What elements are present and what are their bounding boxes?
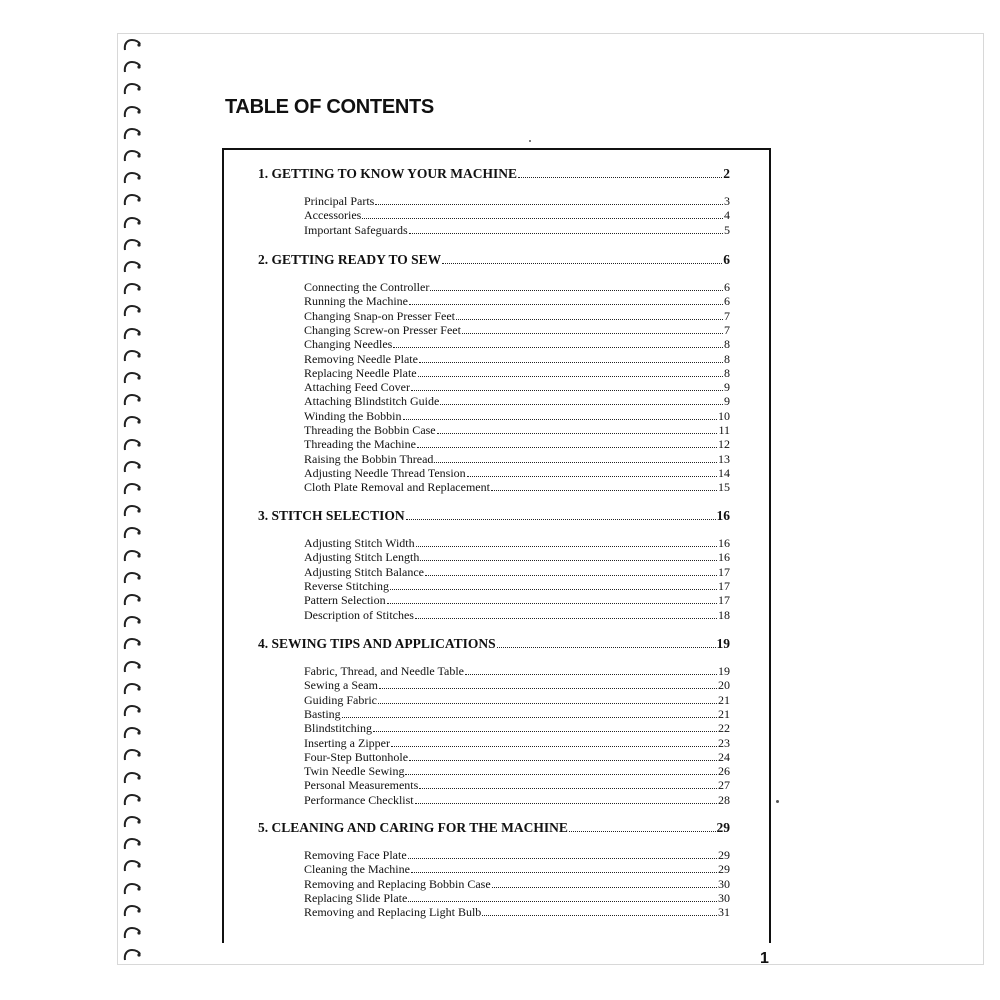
toc-entry [304, 536, 730, 551]
print-speck [776, 800, 779, 803]
binding-ring-icon [122, 526, 142, 540]
toc-entry [304, 891, 730, 906]
toc-entry [304, 208, 730, 223]
dot-leader [419, 354, 723, 362]
toc-entry-page: 24 [718, 749, 730, 764]
toc-entry-title: Replacing Slide Plate [304, 890, 408, 905]
toc-entry [304, 877, 730, 892]
toc-entry-title: Blindstitching [304, 721, 373, 736]
toc-entry-title: Removing Needle Plate [304, 351, 418, 366]
binding-ring-icon [122, 748, 142, 762]
toc-entry-title: Changing Snap-on Presser Feet [304, 308, 455, 323]
binding-ring-icon [122, 482, 142, 496]
spiral-binding [120, 30, 150, 970]
dot-leader [379, 681, 717, 689]
dot-leader [434, 454, 717, 462]
dot-leader [362, 211, 723, 219]
dot-leader [440, 397, 723, 405]
toc-entry [304, 223, 730, 238]
binding-ring-icon [122, 171, 142, 185]
dot-leader [403, 412, 717, 420]
dot-leader [497, 639, 716, 648]
toc-entry-title: Threading the Bobbin Case [304, 423, 436, 437]
toc-entry [304, 764, 730, 779]
dot-leader [415, 610, 717, 618]
dot-leader [417, 440, 717, 448]
toc-entry-title: Removing Face Plate [304, 848, 407, 862]
dot-leader [482, 908, 717, 916]
binding-ring-icon [122, 904, 142, 918]
dot-leader [387, 596, 717, 604]
toc-entry-page: 13 [718, 451, 730, 466]
toc-entry-page: 29 [718, 848, 730, 862]
toc-entry-page: 29 [718, 862, 730, 877]
toc-entry [304, 565, 730, 580]
binding-ring-icon [122, 859, 142, 873]
toc-entry [304, 380, 730, 395]
toc-entry [304, 678, 730, 693]
dot-leader [408, 851, 717, 859]
dot-leader [465, 667, 717, 675]
binding-ring-icon [122, 438, 142, 452]
toc-entry-title: Fabric, Thread, and Needle Table [304, 664, 464, 678]
binding-ring-icon [122, 793, 142, 807]
toc-entry-page: 8 [724, 365, 730, 380]
toc-entry [304, 280, 730, 295]
binding-ring-icon [122, 60, 142, 74]
toc-entry-page: 3 [724, 194, 730, 208]
binding-ring-icon [122, 549, 142, 563]
binding-ring-icon [122, 371, 142, 385]
dot-leader [375, 197, 723, 205]
toc-section [258, 252, 730, 268]
dot-leader [462, 326, 723, 334]
toc-entry-page: 26 [718, 764, 730, 779]
binding-ring-icon [122, 637, 142, 651]
toc-entry-title: Attaching Feed Cover [304, 380, 410, 395]
toc-section [258, 166, 730, 182]
binding-ring-icon [122, 460, 142, 474]
toc-section-title: 2. GETTING READY TO SEW [258, 252, 442, 267]
binding-ring-icon [122, 260, 142, 274]
toc-entry-page: 10 [718, 408, 730, 423]
toc-entry-title: Changing Screw-on Presser Feet [304, 322, 461, 337]
toc-entry-page: 23 [718, 735, 730, 750]
toc-entry-title: Winding the Bobbin [304, 408, 402, 423]
toc-entry-title: Accessories [304, 208, 362, 223]
toc-entry [304, 608, 730, 623]
toc-entry-page: 21 [718, 706, 730, 721]
toc-entry-title: Adjusting Stitch Length [304, 550, 420, 565]
toc-entry [304, 194, 730, 209]
toc-entry-page: 21 [718, 692, 730, 707]
toc-entry-title: Removing and Replacing Light Bulb [304, 905, 482, 920]
toc-entry-page: 15 [718, 480, 730, 495]
toc-entry [304, 409, 730, 424]
toc-entry-page: 28 [718, 792, 730, 807]
toc-entry-title: Connecting the Controller [304, 280, 430, 294]
toc-entry-title: Removing and Replacing Bobbin Case [304, 876, 491, 891]
toc-section-page: 16 [716, 508, 730, 523]
dot-leader [425, 567, 717, 575]
toc-entry [304, 394, 730, 409]
toc-entry [304, 294, 730, 309]
toc-entry-title: Adjusting Stitch Width [304, 536, 415, 550]
toc-entry-title: Changing Needles [304, 337, 393, 352]
toc-entry-title: Sewing a Seam [304, 678, 378, 693]
binding-ring-icon [122, 216, 142, 230]
toc-entry [304, 862, 730, 877]
binding-ring-icon [122, 593, 142, 607]
binding-ring-icon [122, 926, 142, 940]
binding-ring-icon [122, 238, 142, 252]
toc-entry [304, 466, 730, 481]
toc-section-page: 2 [723, 166, 730, 181]
toc-entry-page: 7 [724, 322, 730, 337]
toc-entry-title: Cloth Plate Removal and Replacement [304, 480, 490, 495]
toc-section-title: 4. SEWING TIPS AND APPLICATIONS [258, 636, 496, 651]
toc-entry [304, 579, 730, 594]
toc-entry-title: Adjusting Needle Thread Tension [304, 465, 466, 480]
toc-entry [304, 337, 730, 352]
binding-ring-icon [122, 38, 142, 52]
dot-leader [378, 695, 717, 703]
toc-entry-page: 16 [718, 550, 730, 565]
binding-ring-icon [122, 615, 142, 629]
toc-entry-title: Inserting a Zipper [304, 735, 390, 750]
toc-entry-page: 30 [718, 890, 730, 905]
binding-ring-icon [122, 415, 142, 429]
toc-entry [304, 778, 730, 793]
toc-entry-page: 19 [718, 664, 730, 678]
toc-entry [304, 693, 730, 708]
binding-ring-icon [122, 837, 142, 851]
toc-section-page: 19 [716, 636, 730, 651]
dot-leader [409, 297, 723, 305]
toc-entry-title: Adjusting Stitch Balance [304, 564, 424, 579]
toc-entry-page: 5 [724, 222, 730, 237]
toc-section-page: 6 [723, 252, 730, 267]
toc-section [258, 508, 730, 524]
dot-leader [419, 781, 717, 789]
dot-leader [373, 724, 717, 732]
toc-entry-page: 7 [724, 308, 730, 323]
dot-leader [408, 894, 717, 902]
toc-entry-title: Four-Step Buttonhole [304, 749, 409, 764]
toc-entry-page: 18 [718, 607, 730, 622]
toc-entry [304, 750, 730, 765]
binding-ring-icon [122, 504, 142, 518]
toc-entry-page: 9 [724, 380, 730, 395]
toc-entry [304, 707, 730, 722]
toc-entry-title: Threading the Machine [304, 437, 416, 452]
binding-ring-icon [122, 948, 142, 962]
dot-leader [456, 311, 723, 319]
binding-ring-icon [122, 282, 142, 296]
page-title: TABLE OF CONTENTS [225, 96, 434, 118]
dot-leader [430, 283, 723, 291]
toc-entry-page: 4 [724, 208, 730, 223]
toc-entry-page: 8 [724, 337, 730, 352]
dot-leader [569, 823, 716, 832]
toc-entry-title: Pattern Selection [304, 593, 386, 608]
binding-ring-icon [122, 149, 142, 163]
toc-entry-title: Replacing Needle Plate [304, 365, 417, 380]
toc-entry-title: Performance Checklist [304, 792, 414, 807]
toc-entry [304, 721, 730, 736]
toc-entry [304, 323, 730, 338]
binding-ring-icon [122, 726, 142, 740]
toc-entry [304, 550, 730, 565]
toc-entry-title: Guiding Fabric [304, 692, 377, 707]
toc-entry-page: 14 [718, 465, 730, 480]
toc-entry-page: 17 [718, 578, 730, 593]
toc-entry-page: 11 [718, 423, 730, 437]
toc-entry-page: 8 [724, 351, 730, 366]
toc-entry [304, 664, 730, 679]
toc-entry-title: Description of Stitches [304, 607, 414, 622]
dot-leader [342, 710, 717, 718]
toc-entry-title: Cleaning the Machine [304, 862, 410, 877]
toc-entry-page: 9 [724, 394, 730, 409]
toc-entry-page: 17 [718, 593, 730, 608]
toc-entry [304, 452, 730, 467]
toc-entry-title: Raising the Bobbin Thread [304, 451, 434, 466]
toc-entry [304, 437, 730, 452]
toc-entry-page: 31 [718, 905, 730, 920]
toc-entry-page: 27 [718, 778, 730, 793]
binding-ring-icon [122, 771, 142, 785]
toc-section-page: 29 [716, 820, 730, 835]
dot-leader [491, 483, 717, 491]
binding-ring-icon [122, 660, 142, 674]
binding-ring-icon [122, 349, 142, 363]
toc-entry-title: Important Safeguards [304, 222, 408, 237]
dot-leader [406, 511, 716, 520]
binding-ring-icon [122, 193, 142, 207]
toc-entry-page: 6 [724, 294, 730, 309]
toc-entry-page: 12 [718, 437, 730, 452]
dot-leader [409, 225, 723, 233]
toc-entry [304, 352, 730, 367]
binding-ring-icon [122, 393, 142, 407]
toc-entry-page: 16 [718, 536, 730, 550]
dot-leader [393, 340, 723, 348]
binding-ring-icon [122, 304, 142, 318]
toc-entry-title: Attaching Blindstitch Guide [304, 394, 440, 409]
toc-section-title: 5. CLEANING AND CARING FOR THE MACHINE [258, 820, 568, 835]
toc-entry-title: Reverse Stitching [304, 578, 389, 593]
toc-section-title: 1. GETTING TO KNOW YOUR MACHINE [258, 166, 518, 181]
dot-leader [518, 169, 722, 178]
binding-ring-icon [122, 882, 142, 896]
toc-entry-title: Basting [304, 706, 341, 721]
toc-section [258, 636, 730, 652]
dot-leader [405, 767, 717, 775]
binding-ring-icon [122, 682, 142, 696]
dot-leader [442, 255, 722, 264]
toc-entry [304, 736, 730, 751]
toc-entry [304, 423, 730, 438]
dot-leader [437, 426, 718, 434]
toc-entry [304, 309, 730, 324]
toc-entry-title: Twin Needle Sewing [304, 764, 405, 779]
toc-entry-page: 20 [718, 678, 730, 693]
toc-entry-page: 22 [718, 721, 730, 736]
toc-entry [304, 366, 730, 381]
dot-leader [492, 879, 717, 887]
toc-section [258, 820, 730, 836]
dot-leader [420, 553, 717, 561]
dot-leader [390, 582, 717, 590]
dot-leader [411, 865, 717, 873]
dot-leader [416, 539, 717, 547]
dot-leader [409, 753, 717, 761]
binding-ring-icon [122, 82, 142, 96]
page-number: 1 [760, 950, 769, 967]
binding-ring-icon [122, 815, 142, 829]
toc-entry-page: 30 [718, 876, 730, 891]
dot-leader [391, 738, 717, 746]
toc-entry [304, 848, 730, 863]
toc-entry [304, 905, 730, 920]
dot-leader [418, 369, 723, 377]
toc-entry-title: Running the Machine [304, 294, 408, 309]
toc-entry-page: 17 [718, 564, 730, 579]
toc-section-title: 3. STITCH SELECTION [258, 508, 405, 523]
binding-ring-icon [122, 571, 142, 585]
dot-leader [415, 796, 717, 804]
binding-ring-icon [122, 327, 142, 341]
toc-entry-title: Principal Parts [304, 194, 375, 208]
binding-ring-icon [122, 105, 142, 119]
toc-entry [304, 793, 730, 808]
print-speck [529, 140, 531, 142]
binding-ring-icon [122, 127, 142, 141]
binding-ring-icon [122, 704, 142, 718]
toc-entry-page: 6 [724, 280, 730, 294]
toc-entry [304, 593, 730, 608]
toc-entry [304, 480, 730, 495]
toc-entry-title: Personal Measurements [304, 778, 419, 793]
dot-leader [411, 383, 723, 391]
dot-leader [467, 469, 717, 477]
